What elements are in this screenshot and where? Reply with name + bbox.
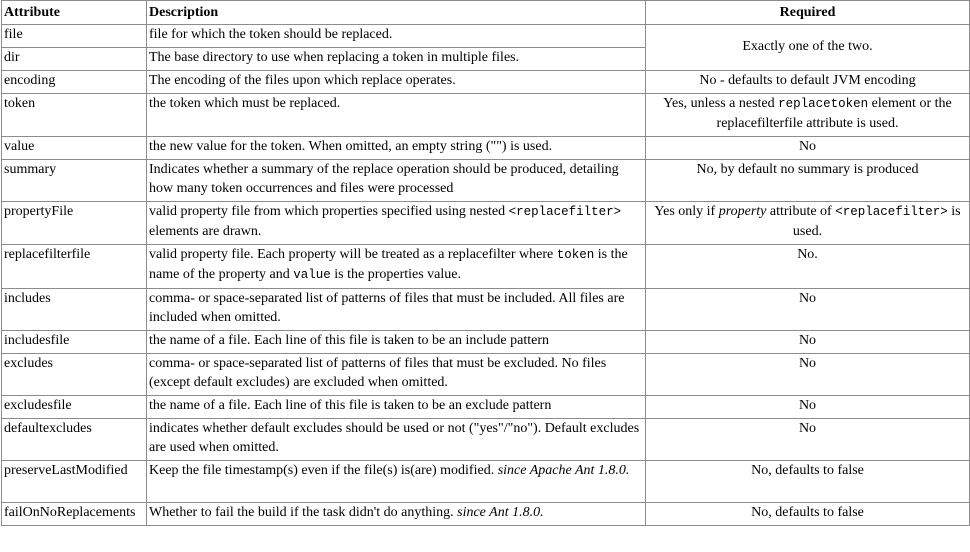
description-text: is the properties value. [330, 267, 461, 282]
description-code: value [293, 268, 331, 282]
description-cell: The base directory to use when replacing a token in multiple files. [147, 48, 646, 71]
description-text: is the name of the property and [149, 247, 628, 282]
attribute-cell: replacefilterfile [2, 245, 147, 289]
required-cell: No [646, 289, 970, 331]
required-emphasis: property [718, 204, 767, 219]
table-row [2, 202, 970, 245]
attribute-cell: excludesfile [2, 396, 147, 419]
table-row [2, 396, 970, 419]
description-text: Keep the file timestamp(s) even if the file(s) is(are) modified. [149, 463, 498, 478]
table-row [2, 71, 970, 94]
description-emphasis: since Apache Ant 1.8.0. [497, 463, 630, 478]
table-row [2, 137, 970, 160]
description-cell [147, 245, 646, 289]
table-row [2, 245, 970, 289]
header-row [2, 1, 970, 25]
attribute-table [1, 0, 970, 526]
attribute-cell: summary [2, 160, 147, 202]
required-cell: No [646, 137, 970, 160]
required-cell: No [646, 331, 970, 354]
table-row [2, 25, 970, 48]
table-row [2, 354, 970, 396]
required-cell: No, defaults to false [646, 461, 970, 503]
description-cell: The encoding of the files upon which replace operates. [147, 71, 646, 94]
description-cell [147, 202, 646, 245]
description-cell: Indicates whether a summary of the replace operation should be produced, detailing how many token occurrences and files were processed [147, 160, 646, 202]
table-row [2, 331, 970, 354]
description-cell: the name of a file. Each line of this file is taken to be an include pattern [147, 331, 646, 354]
required-cell: No. [646, 245, 970, 289]
table-row [2, 461, 970, 503]
attribute-cell: token [2, 94, 147, 137]
header-required: Required [646, 1, 970, 25]
description-text: elements are drawn. [149, 224, 262, 239]
table-row [2, 419, 970, 461]
table-row [2, 503, 970, 526]
required-text: element or the replacefilterfile attribute is used. [716, 96, 952, 131]
required-text: attribute of [766, 204, 836, 219]
table-row [2, 289, 970, 331]
required-cell: No [646, 354, 970, 396]
attribute-cell: file [2, 25, 147, 48]
description-text: Whether to fail the build if the task didn't do anything. [149, 505, 458, 520]
description-emphasis: since Ant 1.8.0. [457, 505, 544, 520]
table-row [2, 160, 970, 202]
required-code: replacetoken [778, 97, 869, 111]
header-description: Description [147, 1, 646, 25]
description-cell: the new value for the token. When omitted, an empty string ("") is used. [147, 137, 646, 160]
description-text: valid property file. Each property will be treated as a replacefilter where [149, 247, 557, 262]
required-text: is used. [792, 204, 961, 239]
required-cell [646, 202, 970, 245]
attribute-cell: preserveLastModified [2, 461, 147, 503]
description-code: token [556, 248, 595, 262]
required-text: Yes, unless a nested [663, 96, 779, 111]
required-cell: No, defaults to false [646, 503, 970, 526]
attribute-cell: encoding [2, 71, 147, 94]
attribute-cell: excludes [2, 354, 147, 396]
description-code: <replacefilter> [508, 205, 622, 219]
description-cell: indicates whether default excludes should be used or not ("yes"/"no"). Default excludes are used when omitted. [147, 419, 646, 461]
required-cell [646, 94, 970, 137]
description-cell: comma- or space-separated list of patterns of files that must be excluded. No files (except default excludes) are excluded when omitted. [147, 354, 646, 396]
required-cell: No [646, 419, 970, 461]
header-attribute: Attribute [2, 1, 147, 25]
description-cell: file for which the token should be replaced. [147, 25, 646, 48]
required-cell: Exactly one of the two. [646, 25, 970, 71]
description-cell: the token which must be replaced. [147, 94, 646, 137]
required-code: <replacefilter> [835, 205, 948, 219]
required-cell: No [646, 396, 970, 419]
attribute-cell: propertyFile [2, 202, 147, 245]
required-cell: No, by default no summary is produced [646, 160, 970, 202]
required-cell: No - defaults to default JVM encoding [646, 71, 970, 94]
required-text: Yes only if [654, 204, 719, 219]
attribute-cell: value [2, 137, 147, 160]
description-cell [147, 503, 646, 526]
description-cell [147, 461, 646, 503]
attribute-cell: includes [2, 289, 147, 331]
table-row [2, 94, 970, 137]
attribute-cell: includesfile [2, 331, 147, 354]
attribute-cell: failOnNoReplacements [2, 503, 147, 526]
attribute-cell: dir [2, 48, 147, 71]
attribute-cell: defaultexcludes [2, 419, 147, 461]
description-cell: comma- or space-separated list of patterns of files that must be included. All files are included when omitted. [147, 289, 646, 331]
description-text: valid property file from which properties specified using nested [149, 204, 509, 219]
description-cell: the name of a file. Each line of this file is taken to be an exclude pattern [147, 396, 646, 419]
